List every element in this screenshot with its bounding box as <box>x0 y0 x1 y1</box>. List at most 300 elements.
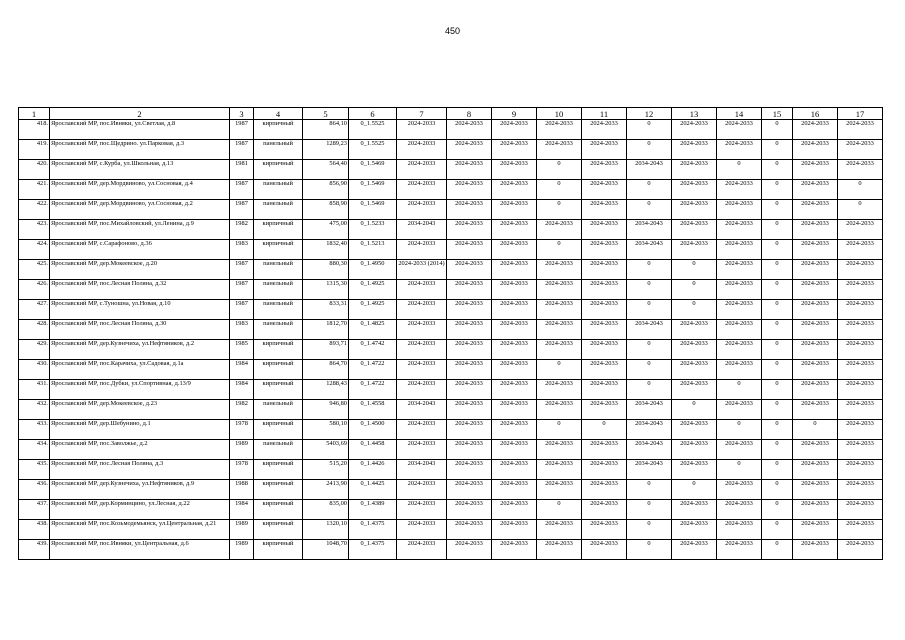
address-cell: Ярославский МР, пос.Ивняки, ул.Центральная, д.6 <box>50 540 230 560</box>
address-cell: Ярославский МР, дер.Мордвиново, ул.Сосновая, д.4 <box>50 180 230 200</box>
period-cell-14: 2024-2033 <box>717 520 762 540</box>
table-row <box>19 180 883 200</box>
period-cell-12: 2034-2043 <box>627 460 672 480</box>
period-cell-15: 0 <box>762 120 793 140</box>
column-header-13: 13 <box>672 108 717 120</box>
period-cell-17: 2024-2033 <box>838 380 883 400</box>
index-cell: 0_1.4925 <box>349 280 397 300</box>
period-cell-17: 2024-2033 <box>838 400 883 420</box>
period-cell-10: 2024-2033 <box>537 460 582 480</box>
period-cell-7: 2024-2033 <box>397 520 447 540</box>
period-cell-9: 2024-2033 <box>492 520 537 540</box>
address-cell: Ярославский МР, дер.Мокеевское, д.23 <box>50 400 230 420</box>
area-cell: 1832,40 <box>303 240 349 260</box>
period-cell-15: 0 <box>762 280 793 300</box>
period-cell-14: 0 <box>717 380 762 400</box>
row-number: 432. <box>19 400 50 420</box>
period-cell-15: 0 <box>762 440 793 460</box>
period-cell-12: 0 <box>627 180 672 200</box>
period-cell-15: 0 <box>762 420 793 440</box>
period-cell-11: 2024-2033 <box>582 120 627 140</box>
wall-material-cell: кирпичный <box>254 240 303 260</box>
period-cell-14: 2024-2033 <box>717 500 762 520</box>
year-cell: 1989 <box>230 540 254 560</box>
period-cell-10: 0 <box>537 180 582 200</box>
column-header-5: 5 <box>303 108 349 120</box>
period-cell-9: 2024-2033 <box>492 300 537 320</box>
table-row <box>19 340 883 360</box>
period-cell-12: 0 <box>627 520 672 540</box>
period-cell-13: 2024-2033 <box>672 420 717 440</box>
table-row <box>19 380 883 400</box>
period-cell-15: 0 <box>762 380 793 400</box>
period-cell-11: 2024-2033 <box>582 400 627 420</box>
year-cell: 1978 <box>230 420 254 440</box>
period-cell-8: 2024-2033 <box>447 180 492 200</box>
period-cell-9: 2024-2033 <box>492 320 537 340</box>
period-cell-9: 2024-2033 <box>492 160 537 180</box>
period-cell-17: 2024-2033 <box>838 480 883 500</box>
index-cell: 0_1.4425 <box>349 480 397 500</box>
column-header-12: 12 <box>627 108 672 120</box>
period-cell-9: 2024-2033 <box>492 380 537 400</box>
row-number: 420. <box>19 160 50 180</box>
column-header-7: 7 <box>397 108 447 120</box>
period-cell-9: 2024-2033 <box>492 180 537 200</box>
table-row <box>19 420 883 440</box>
period-cell-15: 0 <box>762 300 793 320</box>
area-cell: 858,90 <box>303 200 349 220</box>
period-cell-10: 0 <box>537 200 582 220</box>
column-header-1: 1 <box>19 108 50 120</box>
period-cell-10: 2024-2033 <box>537 220 582 240</box>
column-header-14: 14 <box>717 108 762 120</box>
wall-material-cell: кирпичный <box>254 120 303 140</box>
period-cell-14: 2024-2033 <box>717 240 762 260</box>
index-cell: 0_1.4950 <box>349 260 397 280</box>
row-number: 429. <box>19 340 50 360</box>
period-cell-16: 2024-2033 <box>793 380 838 400</box>
column-header-6: 6 <box>349 108 397 120</box>
period-cell-16: 2024-2033 <box>793 260 838 280</box>
period-cell-15: 0 <box>762 360 793 380</box>
period-cell-8: 2024-2033 <box>447 360 492 380</box>
wall-material-cell: панельный <box>254 440 303 460</box>
table-row <box>19 400 883 420</box>
period-cell-12: 0 <box>627 120 672 140</box>
wall-material-cell: панельный <box>254 260 303 280</box>
period-cell-8: 2024-2033 <box>447 520 492 540</box>
row-number: 425. <box>19 260 50 280</box>
period-cell-12: 2034-2043 <box>627 220 672 240</box>
period-cell-8: 2024-2033 <box>447 440 492 460</box>
column-header-2: 2 <box>50 108 230 120</box>
period-cell-14: 2024-2033 <box>717 300 762 320</box>
table-row <box>19 520 883 540</box>
year-cell: 1987 <box>230 280 254 300</box>
index-cell: 0_1.4722 <box>349 380 397 400</box>
period-cell-13: 2024-2033 <box>672 340 717 360</box>
period-cell-9: 2024-2033 <box>492 280 537 300</box>
address-cell: Ярославский МР, с.Курба, ул.Школьная, д.13 <box>50 160 230 180</box>
period-cell-16: 2024-2033 <box>793 460 838 480</box>
index-cell: 0_1.5525 <box>349 120 397 140</box>
wall-material-cell: кирпичный <box>254 160 303 180</box>
wall-material-cell: панельный <box>254 280 303 300</box>
period-cell-11: 2024-2033 <box>582 500 627 520</box>
period-cell-17: 2024-2033 <box>838 460 883 480</box>
period-cell-14: 2024-2033 <box>717 120 762 140</box>
period-cell-8: 2024-2033 <box>447 300 492 320</box>
period-cell-9: 2024-2033 <box>492 540 537 560</box>
period-cell-17: 2024-2033 <box>838 520 883 540</box>
period-cell-13: 0 <box>672 480 717 500</box>
table-row <box>19 140 883 160</box>
period-cell-9: 2024-2033 <box>492 120 537 140</box>
period-cell-7: 2024-2033 <box>397 140 447 160</box>
index-cell: 0_1.4500 <box>349 420 397 440</box>
header-row <box>19 108 883 120</box>
period-cell-16: 2024-2033 <box>793 120 838 140</box>
period-cell-13: 2024-2033 <box>672 520 717 540</box>
period-cell-16: 2024-2033 <box>793 300 838 320</box>
period-cell-8: 2024-2033 <box>447 380 492 400</box>
period-cell-9: 2024-2033 <box>492 200 537 220</box>
column-header-8: 8 <box>447 108 492 120</box>
period-cell-10: 2024-2033 <box>537 440 582 460</box>
index-cell: 0_1.5469 <box>349 200 397 220</box>
period-cell-11: 2024-2033 <box>582 460 627 480</box>
wall-material-cell: кирпичный <box>254 520 303 540</box>
period-cell-7: 2024-2033 (2014) <box>397 260 447 280</box>
area-cell: 2413,90 <box>303 480 349 500</box>
address-cell: Ярославский МР, пос.Лесная Поляна, д.30 <box>50 320 230 340</box>
area-cell: 1320,10 <box>303 520 349 540</box>
period-cell-10: 0 <box>537 500 582 520</box>
period-cell-8: 2024-2033 <box>447 240 492 260</box>
period-cell-13: 2024-2033 <box>672 540 717 560</box>
year-cell: 1988 <box>230 480 254 500</box>
period-cell-13: 2024-2033 <box>672 200 717 220</box>
period-cell-10: 2024-2033 <box>537 340 582 360</box>
period-cell-17: 2024-2033 <box>838 280 883 300</box>
address-cell: Ярославский МР, пос.Карачиха, ул.Садовая, д.1а <box>50 360 230 380</box>
period-cell-11: 2024-2033 <box>582 260 627 280</box>
year-cell: 1987 <box>230 260 254 280</box>
period-cell-10: 2024-2033 <box>537 540 582 560</box>
row-number: 434. <box>19 440 50 460</box>
period-cell-17: 2024-2033 <box>838 320 883 340</box>
index-cell: 0_1.5233 <box>349 220 397 240</box>
year-cell: 1989 <box>230 520 254 540</box>
period-cell-15: 0 <box>762 320 793 340</box>
period-cell-12: 0 <box>627 500 672 520</box>
year-cell: 1987 <box>230 120 254 140</box>
year-cell: 1987 <box>230 140 254 160</box>
period-cell-11: 2024-2033 <box>582 160 627 180</box>
index-cell: 0_1.4426 <box>349 460 397 480</box>
period-cell-7: 2024-2033 <box>397 120 447 140</box>
period-cell-14: 0 <box>717 160 762 180</box>
row-number: 433. <box>19 420 50 440</box>
area-cell: 864,70 <box>303 360 349 380</box>
period-cell-17: 2024-2033 <box>838 160 883 180</box>
wall-material-cell: панельный <box>254 300 303 320</box>
year-cell: 1984 <box>230 380 254 400</box>
period-cell-8: 2024-2033 <box>447 340 492 360</box>
wall-material-cell: кирпичный <box>254 220 303 240</box>
wall-material-cell: кирпичный <box>254 340 303 360</box>
period-cell-14: 2024-2033 <box>717 540 762 560</box>
row-number: 419. <box>19 140 50 160</box>
area-cell: 864,10 <box>303 120 349 140</box>
period-cell-7: 2024-2033 <box>397 180 447 200</box>
period-cell-16: 0 <box>793 420 838 440</box>
period-cell-7: 2024-2033 <box>397 380 447 400</box>
period-cell-14: 2024-2033 <box>717 220 762 240</box>
period-cell-10: 2024-2033 <box>537 400 582 420</box>
table-row <box>19 480 883 500</box>
period-cell-16: 2024-2033 <box>793 400 838 420</box>
period-cell-9: 2024-2033 <box>492 460 537 480</box>
period-cell-7: 2024-2033 <box>397 540 447 560</box>
housing-table <box>18 107 883 560</box>
period-cell-8: 2024-2033 <box>447 280 492 300</box>
table-row <box>19 500 883 520</box>
year-cell: 1978 <box>230 460 254 480</box>
period-cell-13: 2024-2033 <box>672 220 717 240</box>
column-header-10: 10 <box>537 108 582 120</box>
period-cell-12: 2034-2043 <box>627 420 672 440</box>
period-cell-12: 0 <box>627 200 672 220</box>
period-cell-13: 2024-2033 <box>672 180 717 200</box>
period-cell-11: 2024-2033 <box>582 440 627 460</box>
year-cell: 1987 <box>230 180 254 200</box>
period-cell-7: 2024-2033 <box>397 480 447 500</box>
table-row <box>19 220 883 240</box>
period-cell-7: 2024-2033 <box>397 500 447 520</box>
period-cell-11: 2024-2033 <box>582 320 627 340</box>
period-cell-8: 2024-2033 <box>447 400 492 420</box>
index-cell: 0_1.4742 <box>349 340 397 360</box>
period-cell-7: 2034-2043 <box>397 400 447 420</box>
wall-material-cell: панельный <box>254 400 303 420</box>
year-cell: 1981 <box>230 160 254 180</box>
period-cell-10: 0 <box>537 420 582 440</box>
period-cell-14: 2024-2033 <box>717 260 762 280</box>
column-header-3: 3 <box>230 108 254 120</box>
table-row <box>19 300 883 320</box>
period-cell-13: 2024-2033 <box>672 360 717 380</box>
address-cell: Ярославский МР, пос.Ивняки, ул.Светлая, д.8 <box>50 120 230 140</box>
column-header-9: 9 <box>492 108 537 120</box>
table-row <box>19 120 883 140</box>
period-cell-10: 2024-2033 <box>537 320 582 340</box>
period-cell-14: 0 <box>717 460 762 480</box>
period-cell-9: 2024-2033 <box>492 440 537 460</box>
period-cell-12: 2034-2043 <box>627 320 672 340</box>
period-cell-10: 0 <box>537 160 582 180</box>
area-cell: 1048,70 <box>303 540 349 560</box>
period-cell-16: 2024-2033 <box>793 320 838 340</box>
period-cell-16: 2024-2033 <box>793 360 838 380</box>
period-cell-16: 2024-2033 <box>793 280 838 300</box>
period-cell-14: 2024-2033 <box>717 200 762 220</box>
row-number: 426. <box>19 280 50 300</box>
address-cell: Ярославский МР, дер.Мокеевское, д.20 <box>50 260 230 280</box>
period-cell-11: 2024-2033 <box>582 480 627 500</box>
period-cell-7: 2024-2033 <box>397 420 447 440</box>
period-cell-15: 0 <box>762 240 793 260</box>
period-cell-12: 0 <box>627 300 672 320</box>
period-cell-10: 2024-2033 <box>537 300 582 320</box>
period-cell-9: 2024-2033 <box>492 220 537 240</box>
table-row <box>19 320 883 340</box>
period-cell-10: 2024-2033 <box>537 480 582 500</box>
period-cell-16: 2024-2033 <box>793 340 838 360</box>
period-cell-11: 2024-2033 <box>582 200 627 220</box>
index-cell: 0_1.5213 <box>349 240 397 260</box>
address-cell: Ярославский МР, дер.Мордвиново, ул.Сосновая, д.2 <box>50 200 230 220</box>
area-cell: 564,40 <box>303 160 349 180</box>
year-cell: 1983 <box>230 240 254 260</box>
period-cell-7: 2024-2033 <box>397 240 447 260</box>
area-cell: 475,00 <box>303 220 349 240</box>
period-cell-12: 0 <box>627 280 672 300</box>
period-cell-14: 2024-2033 <box>717 480 762 500</box>
period-cell-15: 0 <box>762 200 793 220</box>
table-row <box>19 540 883 560</box>
address-cell: Ярославский МР, пос.Щедрино. ул.Парковая, д.3 <box>50 140 230 160</box>
period-cell-11: 2024-2033 <box>582 540 627 560</box>
period-cell-17: 2024-2033 <box>838 440 883 460</box>
period-cell-8: 2024-2033 <box>447 420 492 440</box>
period-cell-13: 2024-2033 <box>672 240 717 260</box>
index-cell: 0_1.4925 <box>349 300 397 320</box>
period-cell-16: 2024-2033 <box>793 220 838 240</box>
wall-material-cell: панельный <box>254 320 303 340</box>
wall-material-cell: панельный <box>254 180 303 200</box>
period-cell-9: 2024-2033 <box>492 240 537 260</box>
address-cell: Ярославский МР, дер.Шебунино, д.1 <box>50 420 230 440</box>
period-cell-17: 2024-2033 <box>838 120 883 140</box>
row-number: 423. <box>19 220 50 240</box>
year-cell: 1984 <box>230 500 254 520</box>
period-cell-12: 2034-2043 <box>627 240 672 260</box>
area-cell: 5403,69 <box>303 440 349 460</box>
period-cell-8: 2024-2033 <box>447 500 492 520</box>
table-row <box>19 460 883 480</box>
row-number: 439. <box>19 540 50 560</box>
address-cell: Ярославский МР, дер.Кузнечиха, ул.Нефтяников, д.2 <box>50 340 230 360</box>
period-cell-15: 0 <box>762 260 793 280</box>
period-cell-10: 0 <box>537 240 582 260</box>
column-header-17: 17 <box>838 108 883 120</box>
period-cell-16: 2024-2033 <box>793 140 838 160</box>
period-cell-9: 2024-2033 <box>492 400 537 420</box>
period-cell-8: 2024-2033 <box>447 460 492 480</box>
period-cell-12: 0 <box>627 480 672 500</box>
row-number: 430. <box>19 360 50 380</box>
period-cell-16: 2024-2033 <box>793 200 838 220</box>
period-cell-16: 2024-2033 <box>793 160 838 180</box>
period-cell-9: 2024-2033 <box>492 420 537 440</box>
address-cell: Ярославский МР, пос.Дубки, ул.Спортивная, д.13/9 <box>50 380 230 400</box>
wall-material-cell: кирпичный <box>254 500 303 520</box>
address-cell: Ярославский МР, пос.Козьмодемьянск, ул.Центральная, д.21 <box>50 520 230 540</box>
period-cell-14: 2024-2033 <box>717 340 762 360</box>
wall-material-cell: кирпичный <box>254 360 303 380</box>
period-cell-14: 2024-2033 <box>717 320 762 340</box>
table-row <box>19 240 883 260</box>
period-cell-17: 2024-2033 <box>838 360 883 380</box>
period-cell-13: 2024-2033 <box>672 160 717 180</box>
period-cell-7: 2024-2033 <box>397 300 447 320</box>
period-cell-12: 0 <box>627 140 672 160</box>
row-number: 422. <box>19 200 50 220</box>
period-cell-7: 2024-2033 <box>397 440 447 460</box>
area-cell: 1288,43 <box>303 380 349 400</box>
period-cell-11: 2024-2033 <box>582 240 627 260</box>
period-cell-17: 2024-2033 <box>838 260 883 280</box>
period-cell-12: 2034-2043 <box>627 440 672 460</box>
period-cell-14: 2024-2033 <box>717 400 762 420</box>
area-cell: 1289,23 <box>303 140 349 160</box>
year-cell: 1987 <box>230 200 254 220</box>
period-cell-17: 0 <box>838 200 883 220</box>
period-cell-11: 2024-2033 <box>582 140 627 160</box>
row-number: 424. <box>19 240 50 260</box>
area-cell: 880,30 <box>303 260 349 280</box>
period-cell-15: 0 <box>762 220 793 240</box>
wall-material-cell: кирпичный <box>254 540 303 560</box>
period-cell-9: 2024-2033 <box>492 140 537 160</box>
table-row <box>19 160 883 180</box>
period-cell-10: 2024-2033 <box>537 120 582 140</box>
wall-material-cell: панельный <box>254 140 303 160</box>
period-cell-12: 0 <box>627 340 672 360</box>
wall-material-cell: панельный <box>254 200 303 220</box>
year-cell: 1982 <box>230 220 254 240</box>
period-cell-8: 2024-2033 <box>447 160 492 180</box>
period-cell-15: 0 <box>762 140 793 160</box>
period-cell-13: 0 <box>672 300 717 320</box>
period-cell-17: 2024-2033 <box>838 420 883 440</box>
period-cell-11: 2024-2033 <box>582 280 627 300</box>
period-cell-17: 2024-2033 <box>838 300 883 320</box>
period-cell-13: 0 <box>672 400 717 420</box>
area-cell: 580,10 <box>303 420 349 440</box>
area-cell: 856,90 <box>303 180 349 200</box>
index-cell: 0_1.5525 <box>349 140 397 160</box>
address-cell: Ярославский МР, дер.Кузнечиха, ул.Нефтяников, д.9 <box>50 480 230 500</box>
period-cell-12: 0 <box>627 540 672 560</box>
table-row <box>19 280 883 300</box>
address-cell: Ярославский МР, пос.Лесная Поляна, д.32 <box>50 280 230 300</box>
row-number: 436. <box>19 480 50 500</box>
period-cell-8: 2024-2033 <box>447 480 492 500</box>
area-cell: 946,80 <box>303 400 349 420</box>
period-cell-9: 2024-2033 <box>492 260 537 280</box>
period-cell-11: 2024-2033 <box>582 360 627 380</box>
period-cell-11: 0 <box>582 420 627 440</box>
period-cell-16: 2024-2033 <box>793 500 838 520</box>
period-cell-7: 2034-2043 <box>397 220 447 240</box>
period-cell-13: 2024-2033 <box>672 120 717 140</box>
period-cell-12: 0 <box>627 360 672 380</box>
row-number: 438. <box>19 520 50 540</box>
address-cell: Ярославский МР, дер.Корминцино, ул.Лесная, д.22 <box>50 500 230 520</box>
